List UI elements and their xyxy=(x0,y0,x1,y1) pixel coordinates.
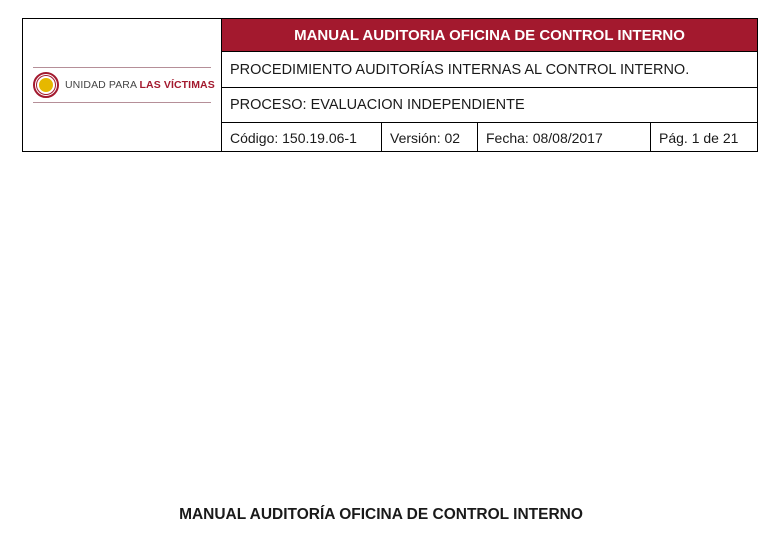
unidad-victimas-logo xyxy=(33,67,215,103)
page-number: Pág. 1 de 21 xyxy=(659,130,739,146)
header-info-column xyxy=(222,19,757,151)
logo-bottom-rule xyxy=(33,102,211,103)
manual-title-bar: MANUAL AUDITORIA OFICINA DE CONTROL INTERNO xyxy=(222,19,757,52)
procedure-row: PROCEDIMIENTO AUDITORÍAS INTERNAS AL CONTROL INTERNO. xyxy=(222,52,757,88)
document-code: Código: 150.19.06-1 xyxy=(222,123,382,151)
process-row: PROCESO: EVALUACION INDEPENDIENTE xyxy=(222,88,757,123)
logo-row xyxy=(33,68,215,102)
document-date: Fecha: 08/08/2017 xyxy=(478,123,651,151)
logo-cell xyxy=(23,19,222,151)
logo-text-light: UNIDAD PARA xyxy=(65,79,137,91)
logo-text xyxy=(65,79,215,91)
seal-center xyxy=(37,76,55,94)
colombia-coat-of-arms-icon xyxy=(33,72,59,98)
document-meta-row xyxy=(222,123,757,151)
document-header-table xyxy=(22,18,758,152)
document-title: MANUAL AUDITORÍA OFICINA DE CONTROL INTERNO xyxy=(179,506,583,523)
document-version: Versión: 02 xyxy=(382,123,478,151)
logo-text-bold: LAS VÍCTIMAS xyxy=(139,79,215,91)
